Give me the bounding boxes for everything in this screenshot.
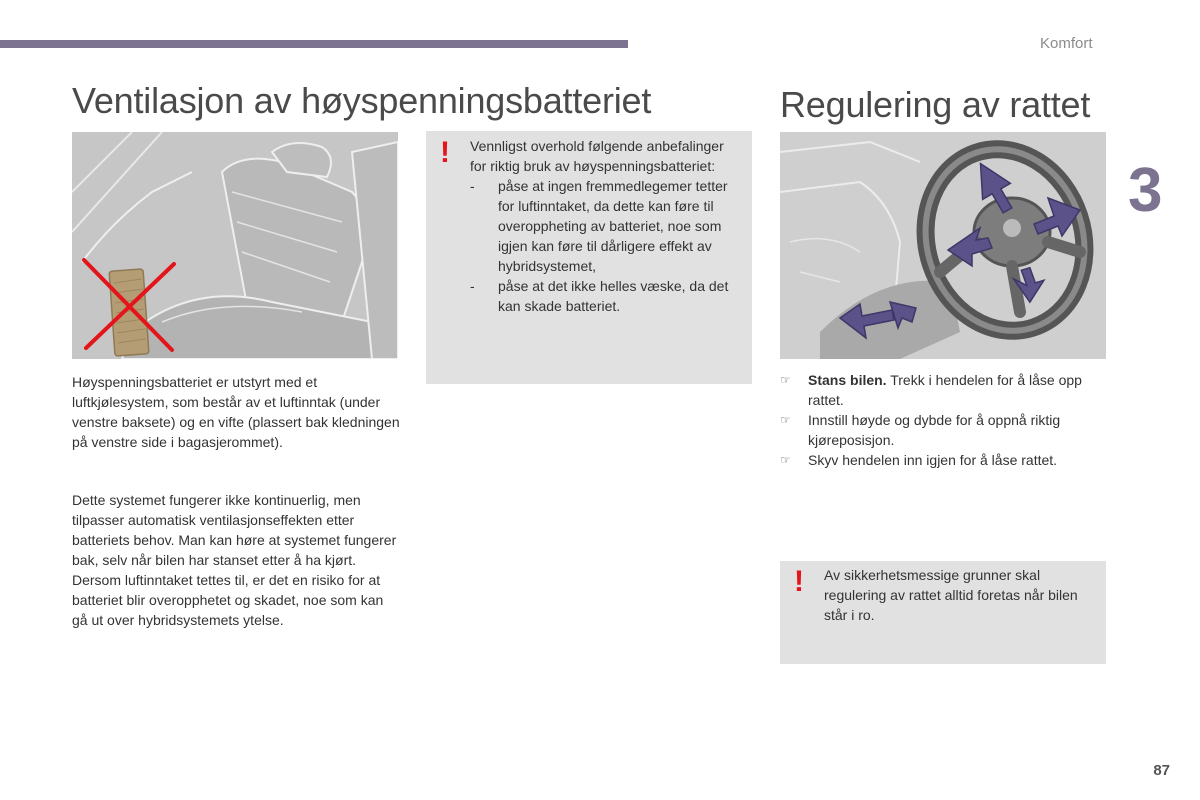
brand-emblem-icon: [1003, 219, 1021, 237]
list-dash: -: [470, 178, 475, 194]
pointing-hand-icon: ☞: [780, 373, 791, 387]
warning-list-item: [470, 276, 742, 316]
warning-list-item: [470, 176, 742, 276]
steering-warning-text: Av sikkerhetsmessige grunner skal regulering av rattet alltid foretas når bilen står i ro.: [824, 567, 1078, 623]
steering-wheel-adjustment-illustration: [780, 132, 1106, 359]
step-item: [780, 370, 1110, 410]
system-paragraph: Dette systemet fungerer ikke kontinuerlig, men tilpasser automatisk ventilasjonseffekten etter batteriets behov. Man kan høre at systemet fungerer bak, selv når bilen har stanset etter å ha kjørt. Dersom luftinntaket tettes til, er det en risiko for at batteriet blir overopphetet og skadet, noe som kan gå ut over hybridsystemets ytelse.: [72, 492, 397, 628]
section-label: Komfort: [1040, 35, 1093, 52]
steering-warning-box: [780, 561, 1106, 664]
warning-item-text: påse at det ikke helles væske, da det kan skade batteriet.: [498, 278, 729, 314]
step-bold-text: Stans bilen.: [808, 372, 887, 388]
steering-wheel-drawing: [780, 132, 1106, 359]
list-dash: -: [470, 278, 475, 294]
warning-intro: Vennligst overhold følgende anbefalinger for riktig bruk av høyspenningsbatteriet:: [470, 138, 724, 174]
step-text: Innstill høyde og dybde for å oppnå riktig kjøreposisjon.: [808, 412, 1061, 448]
left-section-title: Ventilasjon av høyspenningsbatteriet: [72, 80, 652, 121]
adjustment-steps: [780, 370, 1110, 470]
warning-exclamation-icon: !: [794, 565, 804, 598]
battery-warning-box: [426, 131, 752, 384]
step-text: Skyv hendelen inn igjen for å låse rattet.: [808, 452, 1058, 468]
battery-warning-text: [470, 136, 742, 316]
chapter-number: 3: [1128, 156, 1163, 225]
warning-item-text: påse at ingen fremmedlegemer tetter for luftinntaket, da dette kan føre til overoppheting av batteriet, noe som igjen kan føre til dårligere effekt av hybridsystemet,: [498, 178, 728, 274]
page-number: 87: [1153, 762, 1170, 779]
battery-air-intake-illustration: [72, 132, 398, 359]
warning-list: [470, 176, 742, 316]
header-rule: [0, 40, 628, 48]
step-item: [780, 410, 1110, 450]
step-text: Trekk i hendelen for å låse opp rattet.: [808, 372, 1082, 408]
intro-paragraph: Høyspenningsbatteriet er utstyrt med et luftkjølesystem, som består av et luftinntak (under venstre baksete) og en vifte (plassert bak kledningen på venstre side i bagasjerommet).: [72, 374, 400, 450]
rear-seat-drawing: [72, 132, 398, 359]
warning-exclamation-icon: !: [440, 136, 450, 169]
step-item: [780, 450, 1110, 470]
right-section-title: Regulering av rattet: [780, 84, 1091, 125]
pointing-hand-icon: ☞: [780, 413, 791, 427]
pointing-hand-icon: ☞: [780, 453, 791, 467]
